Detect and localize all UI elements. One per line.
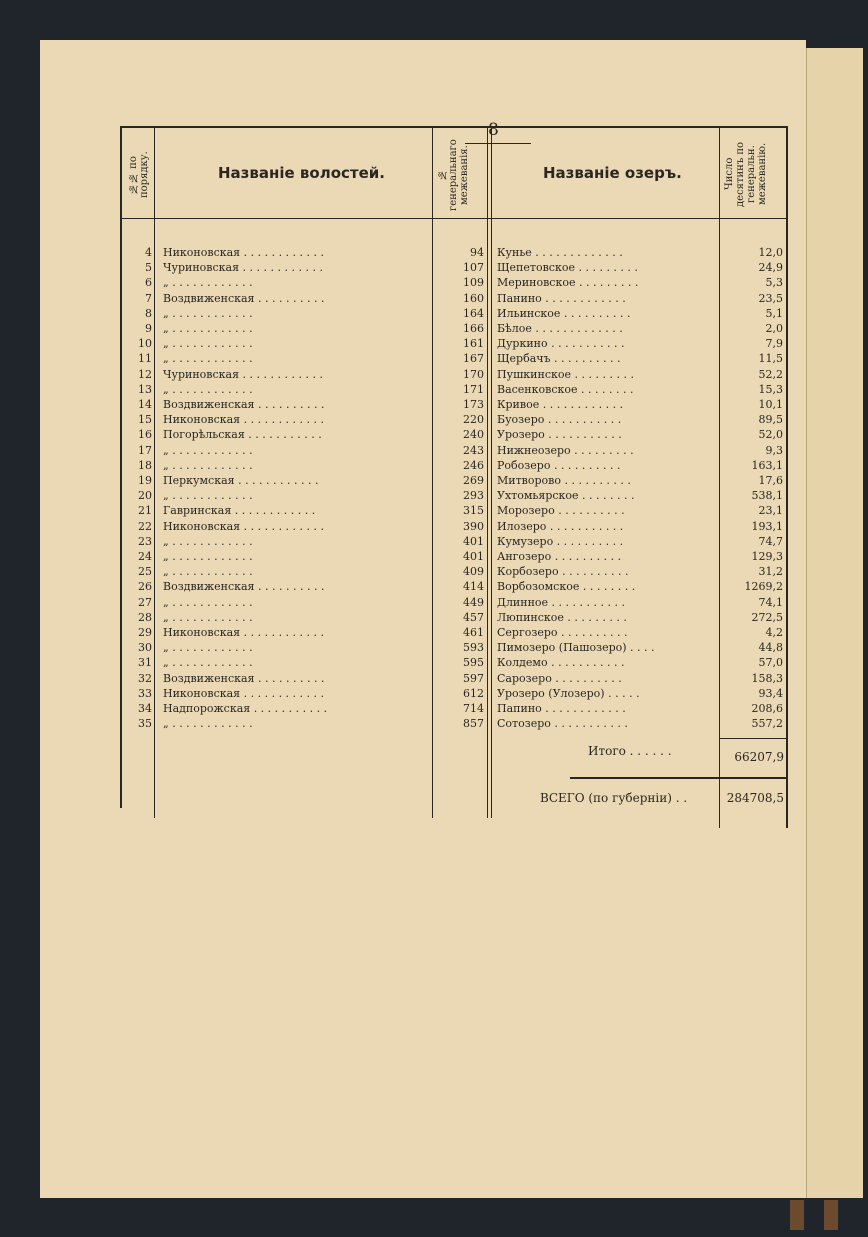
row-number: 8 bbox=[145, 307, 152, 320]
lake-area: 272,5 bbox=[751, 611, 783, 624]
lake-area: 31,2 bbox=[758, 565, 783, 578]
lake-area: 4,2 bbox=[765, 626, 783, 639]
lake-name: Илозеро . . . . . . . . . . . bbox=[497, 520, 624, 533]
gen-survey-number: 293 bbox=[463, 489, 484, 502]
lake-name: Урозеро . . . . . . . . . . . bbox=[497, 428, 622, 441]
lake-area: 557,2 bbox=[751, 717, 783, 730]
volost-name: „ . . . . . . . . . . . . bbox=[163, 352, 253, 365]
grand-total-label: ВСЕГО (по губерніи) . . bbox=[540, 791, 688, 805]
volost-name: Погорѣльская . . . . . . . . . . . bbox=[163, 428, 322, 441]
volost-name: Никоновская . . . . . . . . . . . . bbox=[163, 626, 325, 639]
gen-survey-number: 612 bbox=[463, 687, 484, 700]
lake-name: Мериновское . . . . . . . . . bbox=[497, 276, 639, 289]
lake-name: Дуркино . . . . . . . . . . . bbox=[497, 337, 625, 350]
gen-survey-number: 167 bbox=[463, 352, 484, 365]
gen-survey-number: 857 bbox=[463, 717, 484, 730]
gen-survey-number: 457 bbox=[463, 611, 484, 624]
volost-name: „ . . . . . . . . . . . . bbox=[163, 489, 253, 502]
row-number: 27 bbox=[138, 596, 152, 609]
lake-name: Васенковское . . . . . . . . bbox=[497, 383, 634, 396]
row-number: 10 bbox=[138, 337, 152, 350]
lake-area: 2,0 bbox=[765, 322, 783, 335]
lake-name: Сотозеро . . . . . . . . . . . bbox=[497, 717, 628, 730]
grand-total-value: 284708,5 bbox=[726, 791, 784, 805]
row-number: 30 bbox=[138, 641, 152, 654]
lake-area: 193,1 bbox=[751, 520, 783, 533]
grand-total-rule bbox=[570, 777, 786, 779]
volost-name: Гавринская . . . . . . . . . . . . bbox=[163, 504, 316, 517]
header-gen-no: № генеральнаго межеванія. bbox=[437, 139, 470, 211]
volost-name: Воздвиженская . . . . . . . . . . bbox=[163, 292, 325, 305]
row-number: 20 bbox=[138, 489, 152, 502]
lake-area: 9,3 bbox=[765, 444, 783, 457]
lake-area: 15,3 bbox=[758, 383, 783, 396]
row-number: 11 bbox=[138, 352, 152, 365]
lake-name: Сарозеро . . . . . . . . . . bbox=[497, 672, 622, 685]
row-number: 24 bbox=[138, 550, 152, 563]
lake-name: Морозеро . . . . . . . . . . bbox=[497, 504, 625, 517]
lake-name: Ильинское . . . . . . . . . . bbox=[497, 307, 631, 320]
volost-name: „ . . . . . . . . . . . . bbox=[163, 656, 253, 669]
lake-name: Кунье . . . . . . . . . . . . . bbox=[497, 246, 623, 259]
lake-area: 24,9 bbox=[758, 261, 783, 274]
binding-tab bbox=[790, 1200, 804, 1230]
volost-name: Никоновская . . . . . . . . . . . . bbox=[163, 413, 325, 426]
row-number: 34 bbox=[138, 702, 152, 715]
row-number: 21 bbox=[138, 504, 152, 517]
lake-area: 52,2 bbox=[758, 368, 783, 381]
gen-survey-number: 240 bbox=[463, 428, 484, 441]
lake-area: 44,8 bbox=[758, 641, 783, 654]
lake-name: Люпинское . . . . . . . . . bbox=[497, 611, 627, 624]
gen-survey-number: 714 bbox=[463, 702, 484, 715]
volost-name: „ . . . . . . . . . . . . bbox=[163, 276, 253, 289]
lake-area: 17,6 bbox=[758, 474, 783, 487]
volost-name: „ . . . . . . . . . . . . bbox=[163, 383, 253, 396]
gen-survey-number: 160 bbox=[463, 292, 484, 305]
lake-area: 10,1 bbox=[758, 398, 783, 411]
lake-name: Сергозеро . . . . . . . . . . bbox=[497, 626, 628, 639]
gen-survey-number: 595 bbox=[463, 656, 484, 669]
lake-area: 208,6 bbox=[751, 702, 783, 715]
row-number: 4 bbox=[145, 246, 152, 259]
header-bottom-rule bbox=[120, 218, 787, 219]
volost-name: Надпорожская . . . . . . . . . . . bbox=[163, 702, 328, 715]
volost-name: „ . . . . . . . . . . . . bbox=[163, 611, 253, 624]
lake-area: 74,1 bbox=[758, 596, 783, 609]
lake-name: Корбозеро . . . . . . . . . . bbox=[497, 565, 629, 578]
row-number: 12 bbox=[138, 368, 152, 381]
table-top-rule bbox=[120, 126, 787, 128]
lake-name: Щепетовское . . . . . . . . . bbox=[497, 261, 638, 274]
row-number: 31 bbox=[138, 656, 152, 669]
gen-survey-number: 315 bbox=[463, 504, 484, 517]
row-number: 14 bbox=[138, 398, 152, 411]
gen-survey-number: 243 bbox=[463, 444, 484, 457]
column-rule-right bbox=[786, 126, 788, 828]
page-number: 8 bbox=[488, 120, 499, 140]
lake-area: 129,3 bbox=[751, 550, 783, 563]
row-number: 29 bbox=[138, 626, 152, 639]
volost-name: Чуриновская . . . . . . . . . . . . bbox=[163, 368, 323, 381]
lake-area: 74,7 bbox=[758, 535, 783, 548]
volost-name: „ . . . . . . . . . . . . bbox=[163, 565, 253, 578]
volost-name: Воздвиженская . . . . . . . . . . bbox=[163, 580, 325, 593]
volost-name: „ . . . . . . . . . . . . bbox=[163, 596, 253, 609]
lake-name: Ангозеро . . . . . . . . . . bbox=[497, 550, 622, 563]
lake-area: 23,5 bbox=[758, 292, 783, 305]
volost-name: Воздвиженская . . . . . . . . . . bbox=[163, 398, 325, 411]
gen-survey-number: 414 bbox=[463, 580, 484, 593]
lake-name: Папино . . . . . . . . . . . . bbox=[497, 702, 626, 715]
row-number: 15 bbox=[138, 413, 152, 426]
row-number: 28 bbox=[138, 611, 152, 624]
column-rule-3b bbox=[491, 126, 492, 818]
row-number: 5 bbox=[145, 261, 152, 274]
volost-name: Никоновская . . . . . . . . . . . . bbox=[163, 687, 325, 700]
row-number: 13 bbox=[138, 383, 152, 396]
lake-area: 12,0 bbox=[758, 246, 783, 259]
gen-survey-number: 461 bbox=[463, 626, 484, 639]
row-number: 9 bbox=[145, 322, 152, 335]
gen-survey-number: 171 bbox=[463, 383, 484, 396]
row-number: 32 bbox=[138, 672, 152, 685]
gen-survey-number: 449 bbox=[463, 596, 484, 609]
lake-name: Щербачъ . . . . . . . . . . bbox=[497, 352, 621, 365]
lake-name: Ухтомьярское . . . . . . . . bbox=[497, 489, 635, 502]
volost-name: Никоновская . . . . . . . . . . . . bbox=[163, 246, 325, 259]
gen-survey-number: 94 bbox=[470, 246, 484, 259]
volost-name: „ . . . . . . . . . . . . bbox=[163, 717, 253, 730]
lake-name: Пимозеро (Пашозеро) . . . . bbox=[497, 641, 655, 654]
row-number: 7 bbox=[145, 292, 152, 305]
lake-area: 7,9 bbox=[765, 337, 783, 350]
gen-survey-number: 390 bbox=[463, 520, 484, 533]
lake-area: 538,1 bbox=[751, 489, 783, 502]
lake-name: Митворово . . . . . . . . . . bbox=[497, 474, 631, 487]
lake-name: Панино . . . . . . . . . . . . bbox=[497, 292, 626, 305]
volost-name: „ . . . . . . . . . . . . bbox=[163, 459, 253, 472]
gen-survey-number: 220 bbox=[463, 413, 484, 426]
row-number: 19 bbox=[138, 474, 152, 487]
total-label: Итого . . . . . . bbox=[588, 744, 672, 758]
volost-name: Чуриновская . . . . . . . . . . . . bbox=[163, 261, 323, 274]
volost-name: „ . . . . . . . . . . . . bbox=[163, 444, 253, 457]
lake-area: 5,3 bbox=[765, 276, 783, 289]
volost-name: „ . . . . . . . . . . . . bbox=[163, 550, 253, 563]
binding-tab bbox=[824, 1200, 838, 1230]
header-area: Число десятинъ по генеральн. межеванію. bbox=[724, 141, 768, 207]
column-rule-3 bbox=[487, 126, 488, 818]
gen-survey-number: 409 bbox=[463, 565, 484, 578]
gen-survey-number: 109 bbox=[463, 276, 484, 289]
total-rule bbox=[720, 738, 786, 739]
gen-survey-number: 597 bbox=[463, 672, 484, 685]
volost-name: „ . . . . . . . . . . . . bbox=[163, 337, 253, 350]
lake-area: 52,0 bbox=[758, 428, 783, 441]
row-number: 6 bbox=[145, 276, 152, 289]
document-page bbox=[40, 40, 806, 1198]
lake-area: 5,1 bbox=[765, 307, 783, 320]
lake-name: Кривое . . . . . . . . . . . . bbox=[497, 398, 624, 411]
volost-name: Никоновская . . . . . . . . . . . . bbox=[163, 520, 325, 533]
gen-survey-number: 166 bbox=[463, 322, 484, 335]
volost-name: Воздвиженская . . . . . . . . . . bbox=[163, 672, 325, 685]
volost-name: „ . . . . . . . . . . . . bbox=[163, 322, 253, 335]
lake-name: Длинное . . . . . . . . . . . bbox=[497, 596, 625, 609]
gen-survey-number: 164 bbox=[463, 307, 484, 320]
column-rule-1 bbox=[154, 126, 155, 818]
lake-name: Нижнеозеро . . . . . . . . . bbox=[497, 444, 634, 457]
lake-area: 57,0 bbox=[758, 656, 783, 669]
row-number: 33 bbox=[138, 687, 152, 700]
lake-area: 93,4 bbox=[758, 687, 783, 700]
lake-area: 158,3 bbox=[751, 672, 783, 685]
lake-name: Пушкинское . . . . . . . . . bbox=[497, 368, 634, 381]
volost-name: „ . . . . . . . . . . . . bbox=[163, 641, 253, 654]
gen-survey-number: 401 bbox=[463, 535, 484, 548]
gen-survey-number: 401 bbox=[463, 550, 484, 563]
gen-survey-number: 269 bbox=[463, 474, 484, 487]
volost-name: „ . . . . . . . . . . . . bbox=[163, 307, 253, 320]
lake-area: 163,1 bbox=[751, 459, 783, 472]
lake-name: Робозеро . . . . . . . . . . bbox=[497, 459, 621, 472]
lake-name: Кумузеро . . . . . . . . . . bbox=[497, 535, 624, 548]
gen-survey-number: 170 bbox=[463, 368, 484, 381]
total-value: 66207,9 bbox=[734, 750, 784, 764]
volost-name: „ . . . . . . . . . . . . bbox=[163, 535, 253, 548]
row-number: 17 bbox=[138, 444, 152, 457]
lake-name: Буозеро . . . . . . . . . . . bbox=[497, 413, 622, 426]
row-number: 35 bbox=[138, 717, 152, 730]
lake-name: Бѣлое . . . . . . . . . . . . . bbox=[497, 322, 623, 335]
lake-name: Колдемо . . . . . . . . . . . bbox=[497, 656, 625, 669]
row-number: 25 bbox=[138, 565, 152, 578]
row-number: 18 bbox=[138, 459, 152, 472]
row-number: 22 bbox=[138, 520, 152, 533]
column-rule-2 bbox=[432, 126, 433, 818]
row-number: 23 bbox=[138, 535, 152, 548]
gen-survey-number: 173 bbox=[463, 398, 484, 411]
gen-survey-number: 161 bbox=[463, 337, 484, 350]
lake-name: Ворбозомское . . . . . . . . bbox=[497, 580, 636, 593]
header-row-no: №№ по порядку. bbox=[128, 151, 150, 199]
header-volost: Названіе волостей. bbox=[218, 164, 385, 182]
gen-survey-number: 593 bbox=[463, 641, 484, 654]
row-number: 16 bbox=[138, 428, 152, 441]
lake-area: 23,1 bbox=[758, 504, 783, 517]
volost-name: Перкумская . . . . . . . . . . . . bbox=[163, 474, 319, 487]
lake-name: Урозеро (Улозеро) . . . . . bbox=[497, 687, 640, 700]
gen-survey-number: 246 bbox=[463, 459, 484, 472]
lake-area: 1269,2 bbox=[744, 580, 783, 593]
next-page-edge bbox=[806, 48, 863, 1198]
row-number: 26 bbox=[138, 580, 152, 593]
lake-area: 89,5 bbox=[758, 413, 783, 426]
header-lake: Названіе озеръ. bbox=[543, 164, 682, 182]
gen-survey-number: 107 bbox=[463, 261, 484, 274]
lake-area: 11,5 bbox=[758, 352, 783, 365]
